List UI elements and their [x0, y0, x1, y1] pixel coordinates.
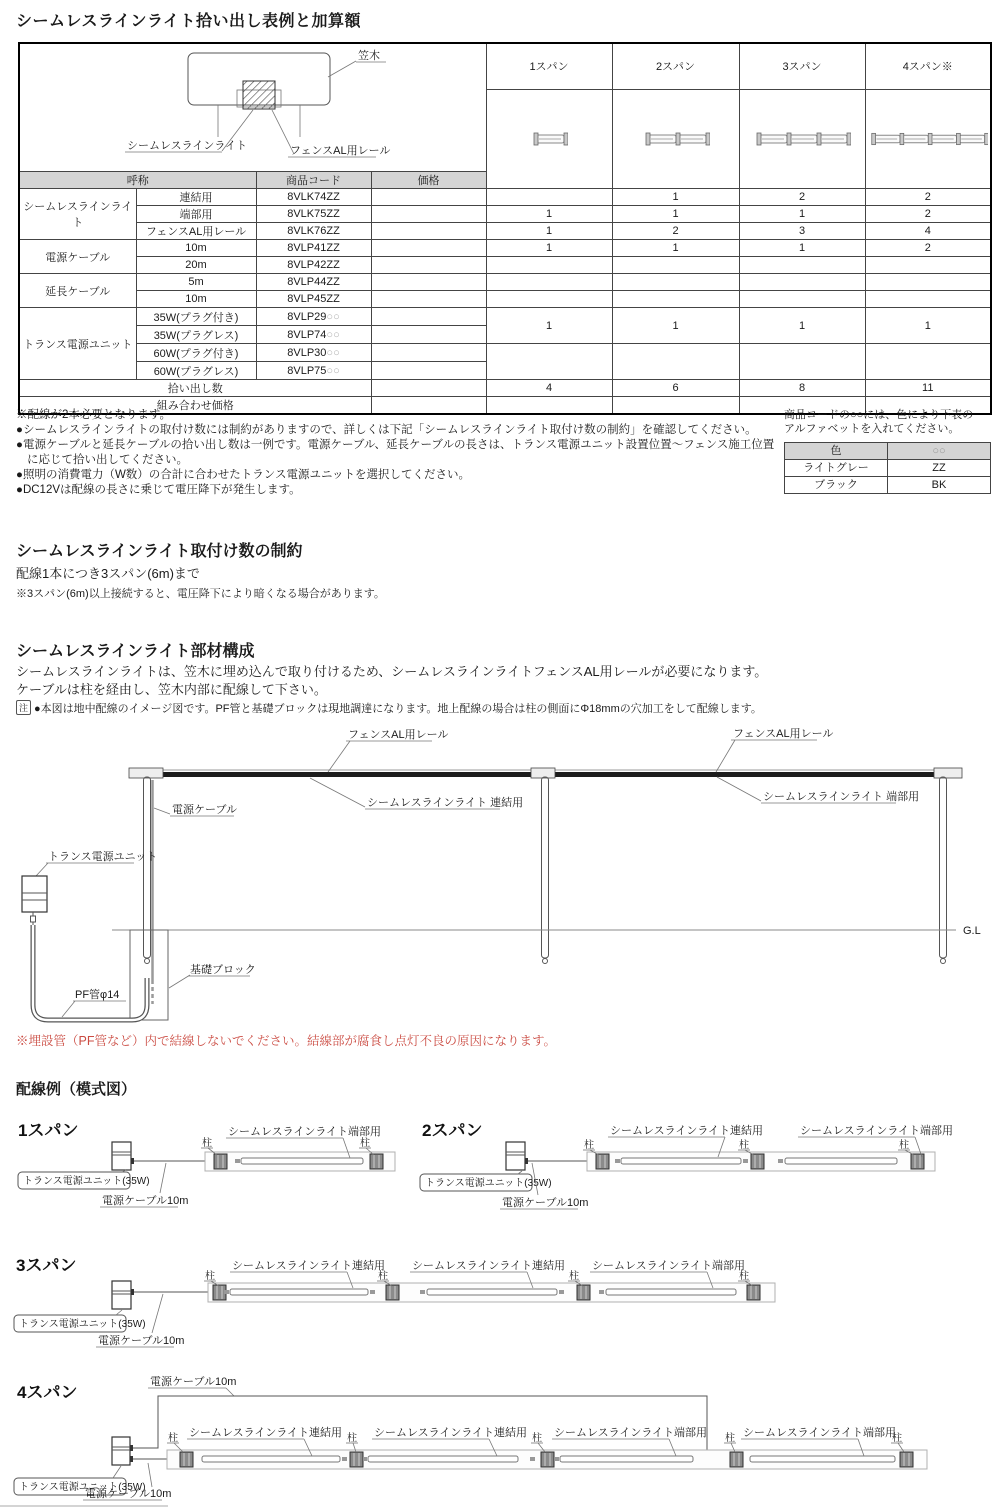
qty-cell: 1 [612, 308, 739, 344]
post-label: 柱 [739, 1271, 749, 1282]
qty-cell: 1 [486, 308, 612, 344]
span-icon-3 [739, 89, 865, 189]
wiring-4span-title: 4スパン [17, 1383, 78, 1402]
qty-cell: 1 [612, 240, 739, 257]
transformer-box [112, 1281, 131, 1309]
code-cell: 8VLP29○○ [256, 308, 371, 326]
color-name: ブラック [785, 477, 888, 494]
group-light: シームレスラインライト [19, 189, 136, 240]
section3-line2: ケーブルは柱を経由し、笠木内部に配線して下さい。 [16, 682, 327, 697]
post-label: 柱 [202, 1138, 212, 1149]
wiring-2span [418, 1108, 1000, 1215]
qty-cell: 1 [865, 308, 991, 344]
code-cell: 8VLK76ZZ [256, 223, 371, 240]
qty-cell: 2 [739, 189, 865, 206]
color-header: 色 [785, 443, 888, 460]
qty-cell [865, 291, 991, 308]
section3-note-text: ●本図は地中配線のイメージ図です。PF管と基礎ブロックは現地調達になります。地上配線の場合は柱の側面にΦ18mmの穴加工をして配線します。 [34, 703, 762, 715]
price-cell [371, 362, 486, 380]
qty-cell [486, 344, 612, 380]
cs-rail-label: フェンスAL用レール [290, 145, 391, 157]
foundation-label: 基礎ブロック [190, 964, 256, 976]
light-joint-label: シームレスラインライト連結用 [610, 1125, 764, 1137]
sub-name: フェンスAL用レール [136, 223, 256, 240]
qty-cell [486, 274, 612, 291]
qty-cell: 1 [739, 240, 865, 257]
qty-cell [739, 291, 865, 308]
light-joint-label: シームレスラインライト 連結用 [367, 797, 524, 809]
fence-3span-icon [742, 131, 863, 147]
note-line: ●シームレスラインライトの取付け数には制約がありますので、詳しくは下記「シームレスラインライト取付け数の制約」を確認してください。 [16, 424, 757, 436]
sub-name: 60W(プラグレス) [136, 362, 256, 380]
span-col-1: 1スパン [486, 43, 612, 89]
code-cell: 8VLK74ZZ [256, 189, 371, 206]
color-note-line1: 商品コードの○○には、色により下表の [784, 409, 974, 421]
transformer-box [112, 1142, 131, 1170]
wiring-title: 配線例（模式図） [16, 1081, 137, 1098]
qty-cell [612, 274, 739, 291]
table-row [19, 240, 991, 257]
wiring-2span-title: 2スパン [422, 1121, 483, 1140]
transformer-box [112, 1437, 130, 1465]
light-joint-label: シームレスラインライト連結用 [374, 1427, 528, 1439]
code-cell: 8VLP42ZZ [256, 257, 371, 274]
cable-label: 電源ケーブル10m [102, 1195, 189, 1207]
sub-name: 5m [136, 274, 256, 291]
qty-cell: 2 [865, 240, 991, 257]
color-code: BK [888, 477, 991, 494]
wiring-3span-title: 3スパン [16, 1256, 77, 1275]
table-row [19, 257, 991, 274]
post-label: 柱 [739, 1140, 749, 1151]
pickup-qty: 6 [612, 380, 739, 397]
qty-cell [486, 291, 612, 308]
header-code: 商品コード [256, 172, 371, 189]
group-power-cable: 電源ケーブル [19, 240, 136, 274]
qty-cell: 1 [739, 308, 865, 344]
qty-cell: 3 [739, 223, 865, 240]
code-cell: 8VLP30○○ [256, 344, 371, 362]
span-col-2: 2スパン [612, 43, 739, 89]
note-line: ●照明の消費電力（W数）の合計に合わせたトランス電源ユニットを選択してください。 [16, 469, 470, 481]
sub-name: 10m [136, 291, 256, 308]
group-ext-cable: 延長ケーブル [19, 274, 136, 308]
transformer-box [506, 1142, 525, 1170]
combo-label: 組み合わせ価格 [19, 397, 371, 415]
table-row [785, 477, 991, 494]
qty-cell [865, 274, 991, 291]
section2-line2: ※3スパン(6m)以上接続すると、電圧降下により暗くなる場合があります。 [16, 588, 385, 600]
code-cell: 8VLP41ZZ [256, 240, 371, 257]
span-icon-1 [486, 89, 612, 189]
light-end-label: シームレスラインライト端部用 [800, 1125, 954, 1137]
post-label: 柱 [205, 1271, 215, 1282]
qty-cell: 1 [486, 223, 612, 240]
page-title: シームレスラインライト拾い出し表例と加算額 [16, 13, 362, 30]
qty-cell: 2 [612, 223, 739, 240]
price-cell [371, 206, 486, 223]
notes-list [16, 408, 780, 498]
qty-cell: 1 [612, 206, 739, 223]
note-mark-icon: 注 [16, 700, 31, 715]
section2-line1: 配線1本につき3スパン(6m)まで [16, 566, 200, 581]
fence-1span-icon [489, 131, 610, 147]
section3-line1: シームレスラインライトは、笠木に埋め込んで取り付けるため、シームレスラインライトフェンスAL用レールが必要になります。 [16, 664, 768, 679]
note-line: ●電源ケーブルと延長ケーブルの拾い出し数は一例です。電源ケーブル、延長ケーブルの長さは、トランス電源ユニット設置位置～フェンス施工位置に応じて拾い出してください。 [16, 439, 775, 466]
color-name: ライトグレー [785, 460, 888, 477]
price-cell [371, 223, 486, 240]
table-row [19, 206, 991, 223]
post-label: 柱 [378, 1271, 388, 1282]
light-end-label: シームレスラインライト端部用 [228, 1126, 382, 1138]
table-row [19, 274, 991, 291]
table-row [19, 223, 991, 240]
post-label: 柱 [899, 1140, 909, 1151]
group-transformer: トランス電源ユニット [19, 308, 136, 380]
note-line: ※配線が2本必要となります。 [16, 409, 171, 421]
span-icon-2 [612, 89, 739, 189]
sub-name: 20m [136, 257, 256, 274]
price-cell [371, 257, 486, 274]
light-end-label: シームレスラインライト 端部用 [763, 791, 920, 803]
pf-pipe-label: PF管φ14 [75, 989, 120, 1001]
section2-title: シームレスラインライト取付け数の制約 [16, 543, 303, 560]
color-table [784, 442, 991, 494]
qty-cell: 4 [865, 223, 991, 240]
post-label: 柱 [584, 1140, 594, 1151]
transformer-label: トランス電源ユニット [48, 851, 158, 863]
qty-cell: 2 [865, 206, 991, 223]
section3-title: シームレスラインライト部材構成 [16, 643, 255, 660]
span-col-3: 3スパン [739, 43, 865, 89]
color-code: ZZ [888, 460, 991, 477]
price-cell [371, 308, 486, 326]
light-joint-label: シームレスラインライト連結用 [189, 1427, 343, 1439]
price-cell [371, 189, 486, 206]
post-label: 柱 [360, 1138, 370, 1149]
section3-note [16, 700, 762, 716]
code-cell: 8VLK75ZZ [256, 206, 371, 223]
sub-name: 60W(プラグ付き) [136, 344, 256, 362]
light-joint-label: シームレスラインライト連結用 [412, 1260, 566, 1272]
wiring-1span [0, 1110, 418, 1215]
qty-cell [486, 189, 612, 206]
qty-cell [612, 257, 739, 274]
sub-name: 35W(プラグレス) [136, 326, 256, 344]
pickup-qty: 11 [865, 380, 991, 397]
light-joint-label: シームレスラインライト連結用 [232, 1260, 386, 1272]
transformer-label: トランス電源ユニット(35W) [23, 1176, 150, 1187]
post-label: 柱 [168, 1433, 178, 1444]
pickup-qty: 8 [739, 380, 865, 397]
price-cell [371, 326, 486, 344]
ground-level-label: G.L [963, 925, 981, 937]
pickup-label: 拾い出し数 [19, 380, 371, 397]
sub-name: 端部用 [136, 206, 256, 223]
rail-label-left: フェンスAL用レール [348, 729, 449, 741]
post-label: 柱 [347, 1433, 357, 1444]
cross-section-cell [19, 43, 486, 172]
qty-cell [865, 257, 991, 274]
transformer-label: トランス電源ユニット(35W) [425, 1178, 552, 1189]
sub-name: 連結用 [136, 189, 256, 206]
wiring-3span [0, 1245, 800, 1355]
light-end-label: シームレスラインライト端部用 [554, 1427, 708, 1439]
qty-cell [612, 291, 739, 308]
qty-cell: 1 [486, 240, 612, 257]
qty-cell [865, 344, 991, 380]
cable-label: 電源ケーブル10m [502, 1197, 589, 1209]
price-cell [371, 274, 486, 291]
span-col-4: 4スパン※ [865, 43, 991, 89]
qty-cell [612, 344, 739, 380]
sub-name: 35W(プラグ付き) [136, 308, 256, 326]
cable-label-top: 電源ケーブル10m [150, 1376, 237, 1388]
cs-light-label: シームレスラインライト [127, 140, 248, 152]
fence-2span-icon [615, 131, 737, 147]
rail-label-right: フェンスAL用レール [733, 728, 834, 740]
color-code-header: ○○ [888, 443, 991, 460]
cross-section-diagram [22, 44, 484, 168]
code-cell: 8VLP45ZZ [256, 291, 371, 308]
price-cell [371, 344, 486, 362]
post-label: 柱 [892, 1433, 902, 1444]
qty-cell [739, 344, 865, 380]
post-label: 柱 [532, 1433, 542, 1444]
qty-cell [486, 257, 612, 274]
pickup-qty: 4 [486, 380, 612, 397]
sub-name: 10m [136, 240, 256, 257]
fence-4span-icon [868, 131, 989, 147]
span-icon-4 [865, 89, 991, 189]
transformer-label: トランス電源ユニット(35W) [19, 1319, 146, 1330]
cable-label-bottom: 電源ケーブル10m [85, 1488, 172, 1500]
color-note-line2: アルファベットを入れてください。 [784, 423, 960, 435]
power-cable-label: 電源ケーブル [172, 804, 238, 816]
transformer-box [22, 876, 47, 912]
post-label: 柱 [569, 1271, 579, 1282]
code-cell: 8VLP74○○ [256, 326, 371, 344]
cable-label: 電源ケーブル10m [98, 1335, 185, 1347]
wiring-1span-title: 1スパン [18, 1121, 79, 1140]
price-cell [371, 291, 486, 308]
header-price: 価格 [371, 172, 486, 189]
note-line: ●DC12Vは配線の長さに乗じて電圧降下が発生します。 [16, 484, 301, 496]
price-cell [371, 380, 486, 397]
light-end-label: シームレスラインライト端部用 [592, 1260, 746, 1272]
qty-cell [739, 274, 865, 291]
color-code-note [784, 408, 992, 494]
table-row [19, 308, 991, 326]
qty-cell [739, 257, 865, 274]
header-name: 呼称 [19, 172, 256, 189]
code-cell: 8VLP44ZZ [256, 274, 371, 291]
qty-cell: 1 [739, 206, 865, 223]
burial-warning: ※埋設管（PF管など）内で結線しないでください。結線部が腐食し点灯不良の原因になります。 [16, 1034, 556, 1048]
price-cell [371, 240, 486, 257]
wiring-4span [0, 1368, 1000, 1510]
table-row [785, 460, 991, 477]
table-row [19, 291, 991, 308]
construction-diagram [0, 718, 1000, 1030]
parts-table [18, 42, 992, 415]
table-row [19, 189, 991, 206]
transformer-label: トランス電源ユニット(35W) [19, 1482, 146, 1493]
post-label: 柱 [725, 1433, 735, 1444]
cs-cap-label: 笠木 [358, 50, 380, 62]
table-row [19, 344, 991, 362]
qty-cell: 1 [612, 189, 739, 206]
pickup-row [19, 380, 991, 397]
qty-cell: 1 [486, 206, 612, 223]
qty-cell: 2 [865, 189, 991, 206]
code-cell: 8VLP75○○ [256, 362, 371, 380]
light-end-label: シームレスラインライト端部用 [743, 1427, 897, 1439]
